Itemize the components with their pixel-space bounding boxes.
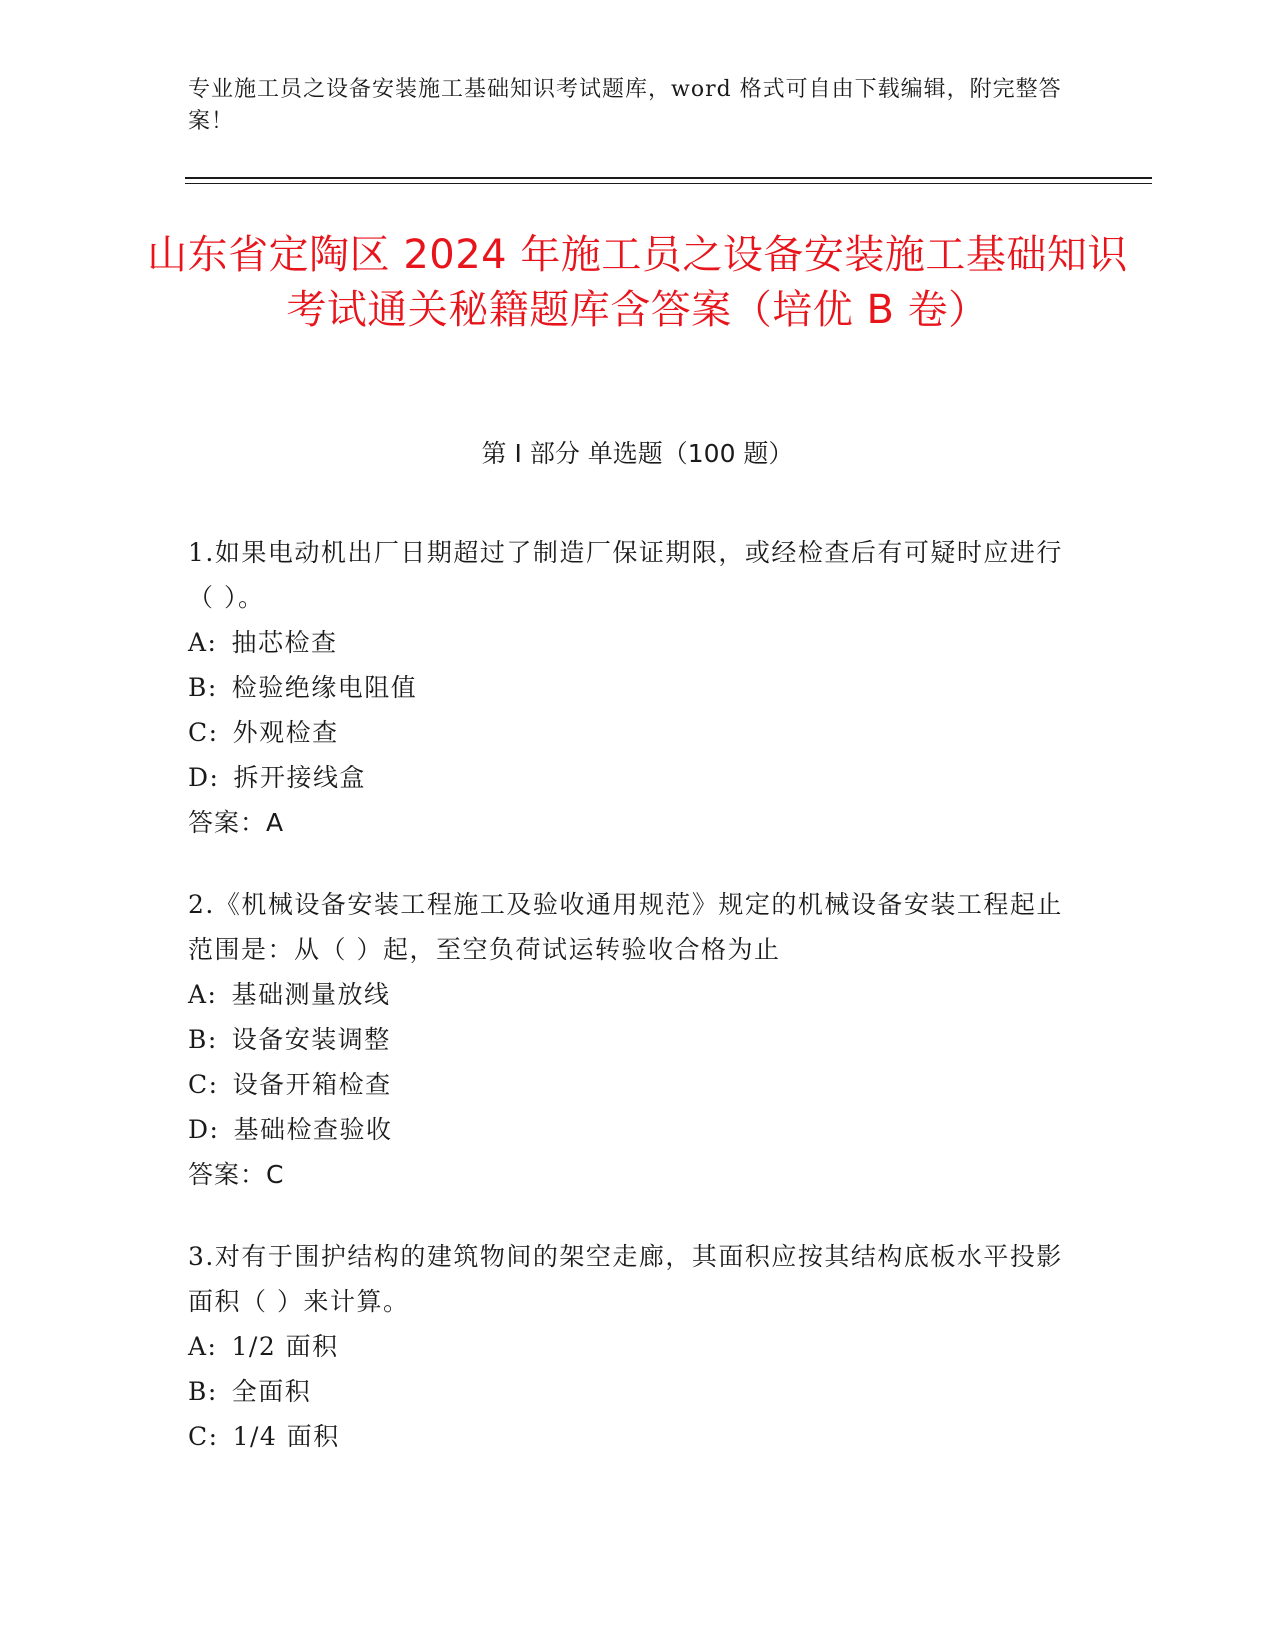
option-a — [188, 620, 1068, 665]
question-2 — [188, 882, 1068, 1197]
option-c — [188, 1414, 1068, 1459]
option-text: 抽芯检查 — [231, 628, 338, 657]
question-stem: 1.如果电动机出厂日期超过了制造厂保证期限，或经检查后有可疑时应进行（ ）。 — [188, 538, 1063, 612]
option-letter: D: — [188, 1115, 220, 1144]
option-text: 1/2 面积 — [231, 1332, 339, 1361]
option-d — [188, 755, 1068, 800]
question-stem: 3.对有于围护结构的建筑物间的架空走廊，其面积应按其结构底板水平投影面积（ ）来计算。 — [188, 1242, 1063, 1316]
option-text: 1/4 面积 — [232, 1422, 340, 1451]
option-letter: B: — [188, 673, 218, 702]
option-letter: A: — [188, 980, 218, 1009]
option-c — [188, 710, 1068, 755]
option-c — [188, 1062, 1068, 1107]
option-letter: C: — [188, 1422, 219, 1451]
option-letter: C: — [188, 1070, 219, 1099]
question-1 — [188, 530, 1068, 845]
header-rule-thin — [185, 183, 1152, 184]
option-letter: B: — [188, 1025, 218, 1054]
option-text: 基础检查验收 — [233, 1115, 393, 1144]
option-b — [188, 1369, 1068, 1414]
option-b — [188, 1017, 1068, 1062]
option-text: 设备开箱检查 — [232, 1070, 392, 1099]
answer-line: 答案：A — [188, 808, 285, 837]
option-a — [188, 972, 1068, 1017]
document-title: 山东省定陶区 2024 年施工员之设备安装施工基础知识考试通关秘籍题库含答案（培优 B 卷） — [147, 232, 1128, 333]
option-letter: B: — [188, 1377, 218, 1406]
section-heading: 第 I 部分 单选题（100 题） — [481, 439, 794, 468]
option-text: 外观检查 — [232, 718, 339, 747]
option-letter: D: — [188, 763, 220, 792]
answer-line: 答案：C — [188, 1160, 285, 1189]
option-text: 全面积 — [231, 1377, 312, 1406]
option-text: 设备安装调整 — [231, 1025, 391, 1054]
option-d — [188, 1107, 1068, 1152]
option-text: 拆开接线盒 — [233, 763, 366, 792]
option-letter: C: — [188, 718, 219, 747]
question-3 — [188, 1234, 1068, 1459]
option-letter: A: — [188, 1332, 218, 1361]
option-text: 检验绝缘电阻值 — [231, 673, 418, 702]
option-a — [188, 1324, 1068, 1369]
header-note: 专业施工员之设备安装施工基础知识考试题库，word 格式可自由下载编辑，附完整答案！ — [188, 77, 1062, 134]
option-text: 基础测量放线 — [231, 980, 391, 1009]
option-b — [188, 665, 1068, 710]
question-list — [188, 530, 1068, 1496]
header-rule-thick — [185, 177, 1152, 179]
question-stem: 2.《机械设备安装工程施工及验收通用规范》规定的机械设备安装工程起止范围是：从（ ）起，至空负荷试运转验收合格为止 — [188, 890, 1063, 964]
option-letter: A: — [188, 628, 218, 657]
